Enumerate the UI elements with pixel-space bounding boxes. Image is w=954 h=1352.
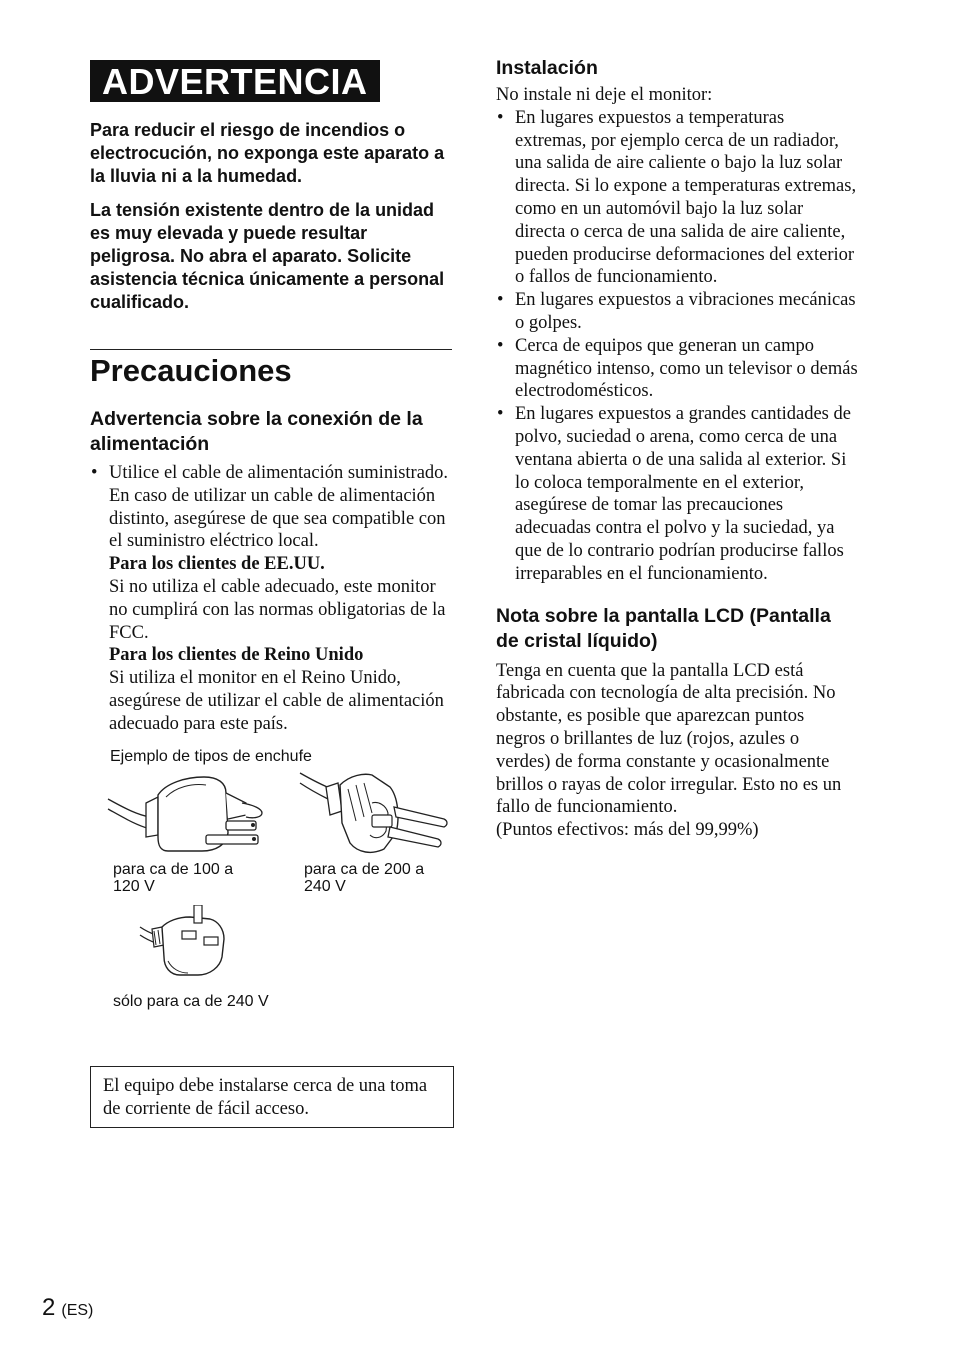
warning-paragraph-2: La tensión existente dentro de la unidad es muy elevada y puede resultar peligrosa. No abra el aparato. Solicite asistencia técnica únicamente a personal cualificado.	[90, 200, 445, 312]
installation-heading: Instalación	[496, 57, 598, 79]
language-code: (ES)	[61, 1302, 94, 1319]
eu-plug-icon	[298, 771, 452, 857]
bullet-icon: •	[497, 290, 504, 311]
warning-paragraph-1: Para reducir el riesgo de incendios o electrocución, no exponga este aparato a la lluvia ni a la humedad.	[90, 120, 445, 186]
uk-customers-label: Para los clientes de Reino Unido	[109, 645, 364, 666]
installation-list	[496, 107, 858, 586]
bullet-icon: •	[497, 335, 504, 356]
section-divider	[90, 349, 452, 350]
notice-text: El equipo debe instalarse cerca de una toma de corriente de fácil acceso.	[103, 1076, 428, 1119]
plug-types-caption: Ejemplo de tipos de enchufe	[110, 747, 312, 765]
list-item: • En lugares expuestos a temperaturas extremas, por ejemplo cerca de un radiador, una salida de aire caliente o bajo la luz solar directa. Si lo expone a temperaturas extremas, como en un automóvil bajo la luz solar directa o cerca de una salida de aire caliente, pueden producirse deformaciones del exterior o fallos de funcionamiento.	[497, 107, 857, 288]
precautions-title: Precauciones	[90, 353, 292, 388]
notice-box	[90, 1066, 454, 1128]
warning-title: ADVERTENCIA	[90, 60, 380, 102]
bullet-icon: •	[91, 463, 98, 483]
plug-240v-label: sólo para ca de 240 V	[113, 992, 269, 1010]
bullet-icon: •	[497, 107, 504, 128]
list-item: • Utilice el cable de alimentación suministrado. En caso de utilizar un cable de alimentación distinto, asegúrese de que sea compatible con el suministro eléctrico local. Para los clientes de EE.UU. Si no utiliza el cable adecuado, este monitor no cumplirá con las normas obligatorias de la FCC. Para los clientes de Reino Unido Si utiliza el monitor en el Reino Unido, asegúrese de utilizar el cable de alimentación adecuado para este país.	[90, 462, 452, 736]
us-customers-text: Si no utiliza el cable adecuado, este monitor no cumplirá con las normas obligatorias de la FCC.	[109, 576, 446, 643]
page-number: 2	[42, 1294, 56, 1321]
lcd-heading: Nota sobre la pantalla LCD (Pantalla de cristal líquido)	[496, 604, 831, 652]
power-connection-heading: Advertencia sobre la conexión de la alimentación	[90, 408, 423, 455]
plug-200-240v-label: para ca de 200 a 240 V	[304, 860, 425, 895]
uk-plug-icon	[138, 905, 228, 987]
page-footer	[42, 1294, 93, 1322]
list-item: • Cerca de equipos que generan un campo magnético intenso, como un televisor o demás electrodomésticos.	[497, 335, 858, 402]
plug-100-120v-label: para ca de 100 a 120 V	[113, 860, 234, 895]
power-list	[90, 462, 452, 736]
right-column	[496, 56, 858, 842]
us-plug-icon	[106, 775, 266, 857]
installation-intro: No instale ni deje el monitor:	[496, 85, 713, 105]
bullet-icon: •	[497, 404, 504, 425]
us-customers-label: Para los clientes de EE.UU.	[109, 554, 325, 575]
list-item: • En lugares expuestos a grandes cantidades de polvo, suciedad o arena, como cerca de una ventana abierta o de una salida al exterior. Si lo coloca temporalmente en el exterior, asegúrese de tomar las precauciones adecuadas contra el polvo y la suciedad, ya que de lo contrario podrían producirse fallos irreparables en el funcionamiento.	[497, 404, 851, 584]
lcd-note: (Puntos efectivos: más del 99,99%)	[496, 820, 759, 841]
left-column	[90, 60, 452, 1021]
list-item: • En lugares expuestos a vibraciones mecánicas o golpes.	[497, 290, 856, 333]
lcd-body: Tenga en cuenta que la pantalla LCD está fabricada con tecnología de alta precisión. No obstante, es posible que aparezcan puntos negros o brillantes de luz (rojos, azules o verdes) de forma constante y ocasionalmente brillos o rayas de color irregular. Esto no es un fallo de funcionamiento.	[496, 660, 842, 818]
uk-customers-text: Si utiliza el monitor en el Reino Unido, asegúrese de utilizar el cable de alimentación adecuado para este país.	[109, 668, 444, 734]
plug-illustrations	[90, 771, 452, 1021]
